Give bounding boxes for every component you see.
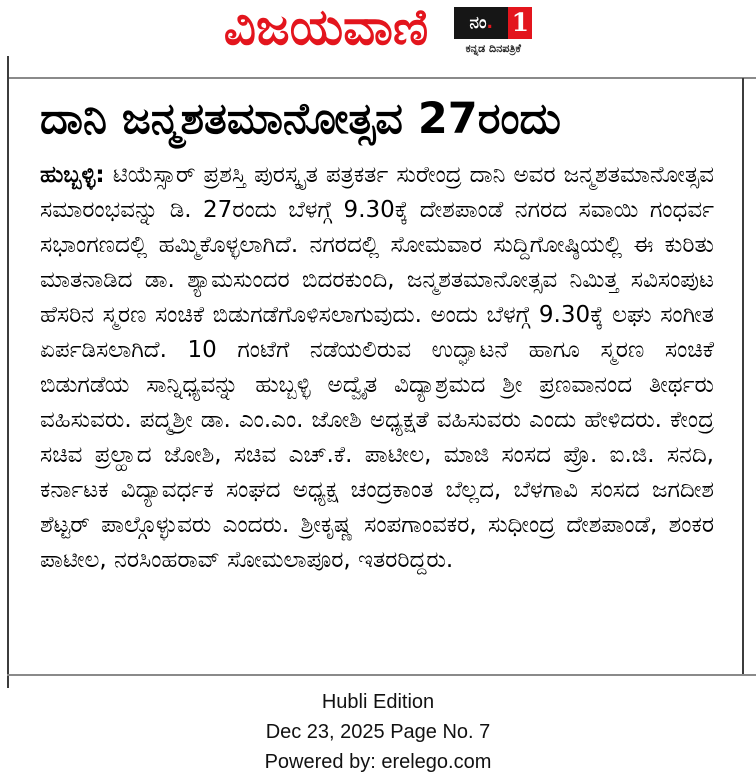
- edition-label: Hubli Edition: [321, 691, 435, 713]
- badge-tagline: ಕನ್ನಡ ದಿನಪತ್ರಿಕೆ: [465, 42, 521, 55]
- badge-rank-number: 1: [508, 7, 532, 39]
- badge-rank-dot: .: [486, 13, 493, 33]
- date-page-label: Dec 23, 2025 Page No. 7: [265, 721, 491, 743]
- vijayavani-logo: ವಿಜಯವಾಣಿ: [223, 0, 429, 56]
- powered-by-label: Powered by: erelego.com: [264, 751, 492, 773]
- no1-badge: [454, 7, 532, 56]
- article: [9, 82, 742, 578]
- article-body-text: ಟಿಯೆಸ್ಸಾರ್ ಪ್ರಶಸ್ತಿ ಪುರಸ್ಕೃತ ಪತ್ರಕರ್ತ ಸುರೇಂದ್ರ ದಾನಿ ಅವರ ಜನ್ಮಶತಮಾನೋತ್ಸವ ಸಮಾರಂಭವನ್ನು ಡಿ. 27ರಂದು ಬೆಳಗ್ಗೆ 9.30ಕ್ಕೆ ದೇಶಪಾಂಡೆ ನಗರದ ಸವಾಯಿ ಗಂಧರ್ವ ಸಭಾಂಗಣದಲ್ಲಿ ಹಮ್ಮಿಕೊಳ್ಳಲಾಗಿದೆ. ನಗರದಲ್ಲಿ ಸೋಮವಾರ ಸುದ್ದಿಗೋಷ್ಠಿಯಲ್ಲಿ ಈ ಕುರಿತು ಮಾತನಾಡಿದ ಡಾ. ಶ್ಯಾಮಸುಂದರ ಬಿದರಕುಂದಿ, ಜನ್ಮಶತಮಾನೋತ್ಸವ ನಿಮಿತ್ತ ಸವಿಸಂಪುಟ ಹೆಸರಿನ ಸ್ಮರಣ ಸಂಚಿಕೆ ಬಿಡುಗಡೆಗೊಳಿಸಲಾಗುವುದು. ಅಂದು ಬೆಳಗ್ಗೆ 9.30ಕ್ಕೆ ಲಘು ಸಂಗೀತ ಏರ್ಪಡಿಸಲಾಗಿದೆ. 10 ಗಂಟೆಗೆ ನಡೆಯಲಿರುವ ಉದ್ಘಾಟನೆ ಹಾಗೂ ಸ್ಮರಣ ಸಂಚಿಕೆ ಬಿಡುಗಡೆಯ ಸಾನ್ನಿಧ್ಯವನ್ನು ಹುಬ್ಬಳ್ಳಿ ಅದ್ವೈತ ವಿದ್ಯಾಶ್ರಮದ ಶ್ರೀ ಪ್ರಣವಾನಂದ ತೀರ್ಥರು ವಹಿಸುವರು. ಪದ್ಮಶ್ರೀ ಡಾ. ಎಂ.ಎಂ. ಜೋಶಿ ಅಧ್ಯಕ್ಷತೆ ವಹಿಸುವರು ಎಂದು ಹೇಳಿದರು. ಕೇಂದ್ರ ಸಚಿವ ಪ್ರಲ್ಹಾದ ಜೋಶಿ, ಸಚಿವ ಎಚ್.ಕೆ. ಪಾಟೀಲ, ಮಾಜಿ ಸಂಸದ ಪ್ರೊ. ಐ.ಜಿ. ಸನದಿ, ಕರ್ನಾಟಕ ವಿದ್ಯಾವರ್ಧಕ ಸಂಘದ ಅಧ್ಯಕ್ಷ ಚಂದ್ರಕಾಂತ ಬೆಲ್ಲದ, ಬೆಳಗಾವಿ ಸಂಸದ ಜಗದೀಶ ಶೆಟ್ಟರ್ ಪಾಲ್ಗೊಳ್ಳುವರು ಎಂದರು. ಶ್ರೀಕೃಷ್ಣ ಸಂಪಗಾಂವಕರ, ಸುಧೀಂದ್ರ ದೇಶಪಾಂಡೆ, ಶಂಕರ ಪಾಟೀಲ, ನರಸಿಂಹರಾವ್ ಸೋಮಲಾಪೂರ, ಇತರರಿದ್ದರು.: [40, 162, 714, 573]
- bottom-divider-rule: [7, 674, 756, 676]
- article-body: [40, 158, 714, 578]
- right-crop-line: [742, 78, 744, 675]
- badge-rank-label: ನಂ: [469, 13, 487, 33]
- no1-badge-box: [454, 7, 532, 39]
- article-dateline: ಹುಬ್ಬಳ್ಳಿ:: [40, 162, 105, 188]
- masthead: [0, 0, 756, 78]
- top-divider-rule: [7, 77, 756, 79]
- article-headline: ದಾನಿ ಜನ್ಮಶತಮಾನೋತ್ಸವ 27ರಂದು: [40, 94, 561, 144]
- badge-rank-label-box: [454, 7, 508, 39]
- clipping-footer: [0, 687, 756, 777]
